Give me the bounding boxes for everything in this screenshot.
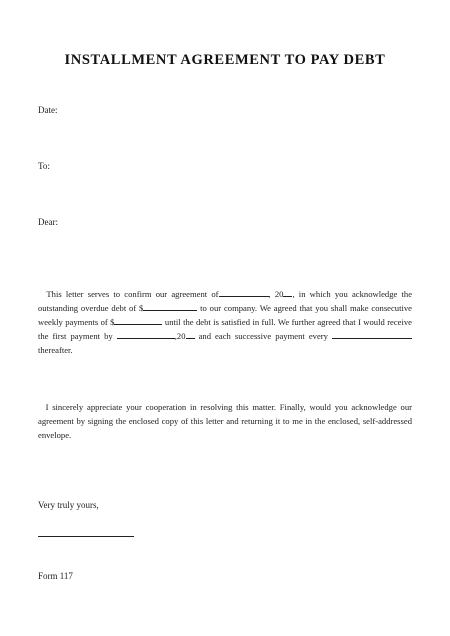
paragraph-1: [38, 287, 412, 357]
signature-line[interactable]: [38, 536, 134, 537]
payment-interval-blank[interactable]: [332, 329, 412, 339]
p1-text-2: , 20: [268, 289, 284, 299]
agreement-date-blank[interactable]: [219, 287, 269, 297]
p1-text-4: to our company. We agreed that you shall make consecutive weekly payments of $: [38, 303, 412, 327]
document-title: INSTALLMENT AGREEMENT TO PAY DEBT: [64, 52, 386, 68]
weekly-payment-blank[interactable]: [114, 315, 162, 325]
p1-text-7: and each successive payment every: [194, 331, 332, 341]
to-label: To:: [38, 161, 50, 171]
p1-text-1: This letter serves to confirm our agreement of: [46, 289, 219, 299]
p1-text-3: , in which you acknowledge the outstanding overdue debt of $: [38, 289, 413, 313]
closing-line: Very truly yours,: [38, 500, 99, 510]
p2-text: I sincerely appreciate your cooperation in resolving this matter. Finally, would you acknowledge our agreement by signing the enclosed copy of this letter and returning it to me in the enclosed, self-addressed envelope.: [38, 402, 412, 440]
p1-text-8: thereafter.: [38, 345, 73, 355]
dear-label: Dear:: [38, 217, 58, 227]
p1-text-6: ,20: [174, 331, 186, 341]
paragraph-2: [38, 400, 412, 442]
debt-amount-blank[interactable]: [143, 301, 197, 311]
first-payment-year-blank[interactable]: [186, 329, 195, 339]
form-number: Form 117: [38, 571, 73, 581]
first-payment-date-blank[interactable]: [117, 329, 175, 339]
date-label: Date:: [38, 105, 58, 115]
p1-text-5: until the debt is satisfied in full. We further agreed that I would receive the first payment by: [38, 317, 412, 341]
